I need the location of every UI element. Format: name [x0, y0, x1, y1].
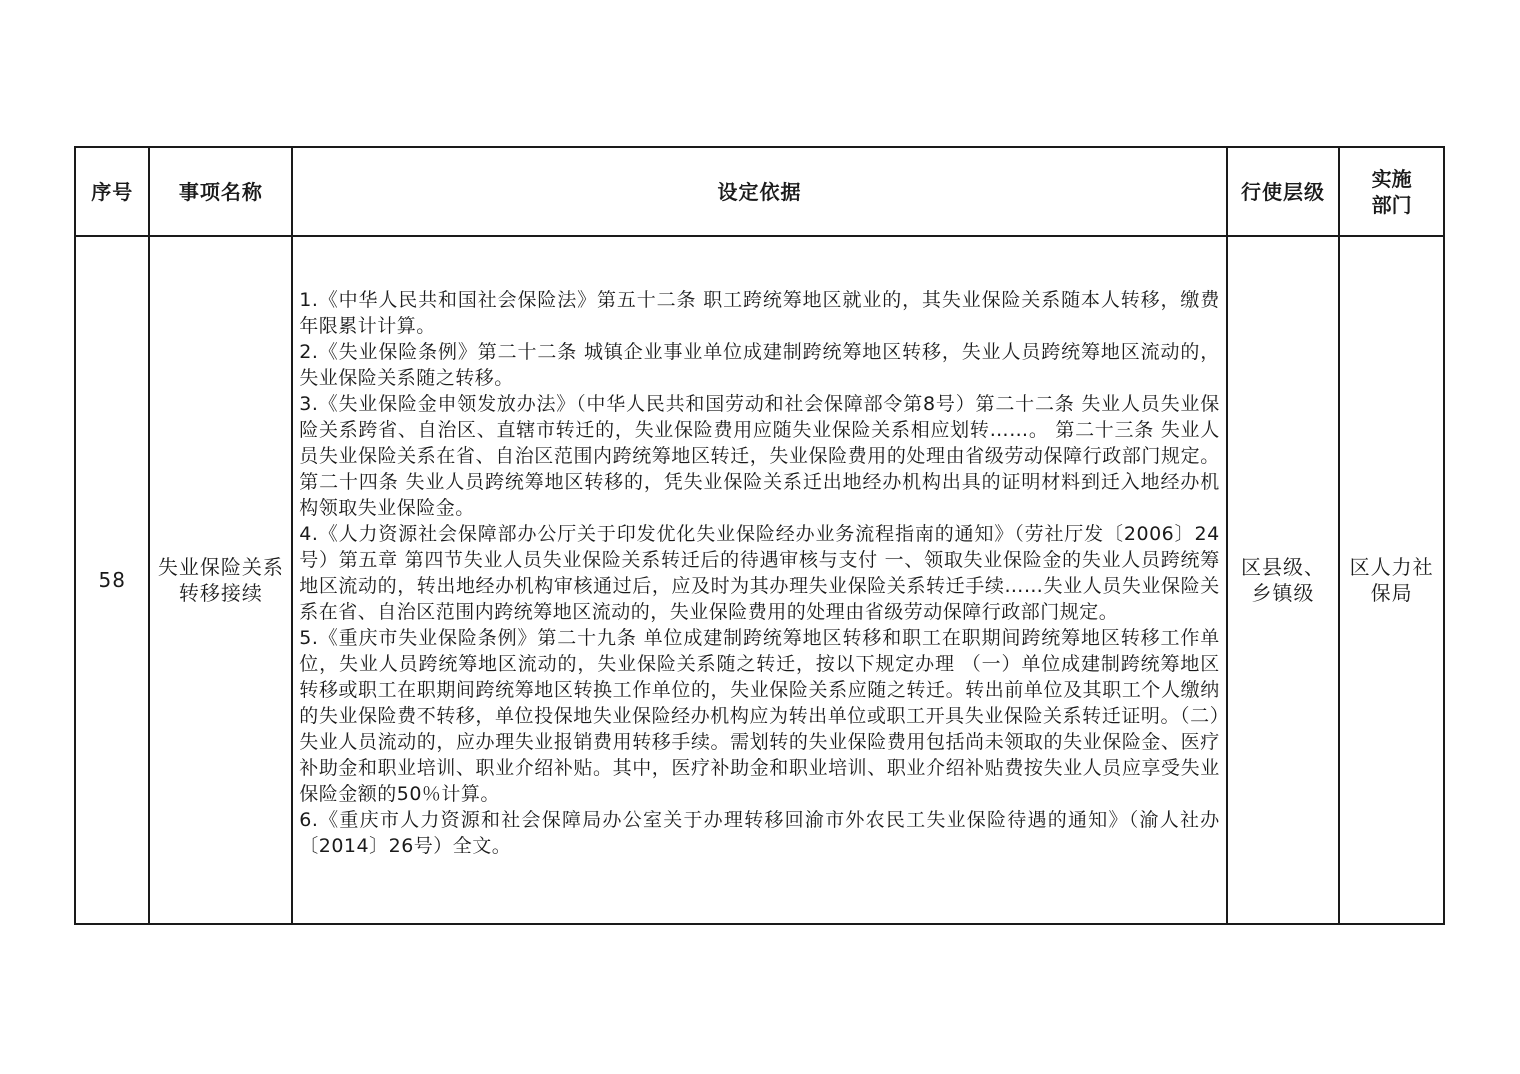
row-dept: 区人力社保局: [1349, 555, 1434, 605]
header-dept: [1339, 147, 1444, 236]
row-item-name: 失业保险关系转移接续: [157, 555, 284, 605]
regulation-table: [74, 146, 1445, 925]
basis-item-1: 1.《中华人民共和国社会保险法》第五十二条 职工跨统筹地区就业的，其失业保险关系随本人转移，缴费年限累计计算。: [299, 289, 1220, 337]
row-level: 区县级、乡镇级: [1241, 555, 1326, 605]
header-name: [149, 147, 292, 236]
basis-item-3: 3.《失业保险金申领发放办法》（中华人民共和国劳动和社会保障部令第8号）第二十二条 失业人员失业保险关系跨省、自治区、直辖市转迁的，失业保险费用应随失业保险关系相应划转……。 第二十三条 失业人员失业保险关系在省、自治区范围内跨统筹地区转迁，失业保险费用的处理由省级劳动保障行政部门规定。第二十四条 失业人员跨统筹地区转移的，凭失业保险关系迁出地经办机构出具的证明材料到迁入地经办机构领取失业保险金。: [299, 393, 1220, 519]
header-level: [1227, 147, 1340, 236]
header-name-label: 事项名称: [178, 179, 263, 204]
table-header-row: [75, 147, 1444, 236]
header-seq: [75, 147, 149, 236]
cell-name: [149, 236, 292, 924]
header-basis: [292, 147, 1226, 236]
header-basis-label: 设定依据: [717, 179, 802, 204]
header-level-label: 行使层级: [1241, 179, 1326, 204]
row-seq: 58: [98, 568, 126, 592]
cell-basis: [292, 236, 1226, 924]
basis-list: [293, 237, 1225, 859]
header-dept-label: 实施部门: [1371, 166, 1412, 217]
cell-level: [1227, 236, 1340, 924]
basis-item-2: 2.《失业保险条例》第二十二条 城镇企业事业单位成建制跨统筹地区转移，失业人员跨统筹地区流动的，失业保险关系随之转移。: [299, 341, 1220, 389]
cell-seq: [75, 236, 149, 924]
basis-item-6: 6.《重庆市人力资源和社会保障局办公室关于办理转移回渝市外农民工失业保险待遇的通知》（渝人社办〔2014〕26号）全文。: [299, 809, 1220, 857]
header-seq-label: 序号: [91, 179, 134, 204]
basis-item-5: 5.《重庆市失业保险条例》第二十九条 单位成建制跨统筹地区转移和职工在职期间跨统筹地区转移工作单位，失业人员跨统筹地区流动的，失业保险关系随之转迁，按以下规定办理 （一）单位成建制跨统筹地区转移或职工在职期间跨统筹地区转换工作单位的，失业保险关系应随之转迁。转出前单位及其职工个人缴纳的失业保险费不转移，单位投保地失业保险经办机构应为转出单位或职工开具失业保险关系转迁证明。（二）失业人员流动的，应办理失业报销费用转移手续。需划转的失业保险费用包括尚未领取的失业保险金、医疗补助金和职业培训、职业介绍补贴。其中，医疗补助金和职业培训、职业介绍补贴费按失业人员应享受失业保险金额的50％计算。: [299, 627, 1220, 805]
basis-item-4: 4.《人力资源社会保障部办公厅关于印发优化失业保险经办业务流程指南的通知》（劳社厅发〔2006〕24号）第五章 第四节失业人员失业保险关系转迁后的待遇审核与支付 一、领取失业保险金的失业人员跨统筹地区流动的，转出地经办机构审核通过后，应及时为其办理失业保险关系转迁手续……失业人员失业保险关系在省、自治区范围内跨统筹地区流动的，失业保险费用的处理由省级劳动保障行政部门规定。: [299, 523, 1220, 623]
cell-dept: [1339, 236, 1444, 924]
table-row: [75, 236, 1444, 924]
